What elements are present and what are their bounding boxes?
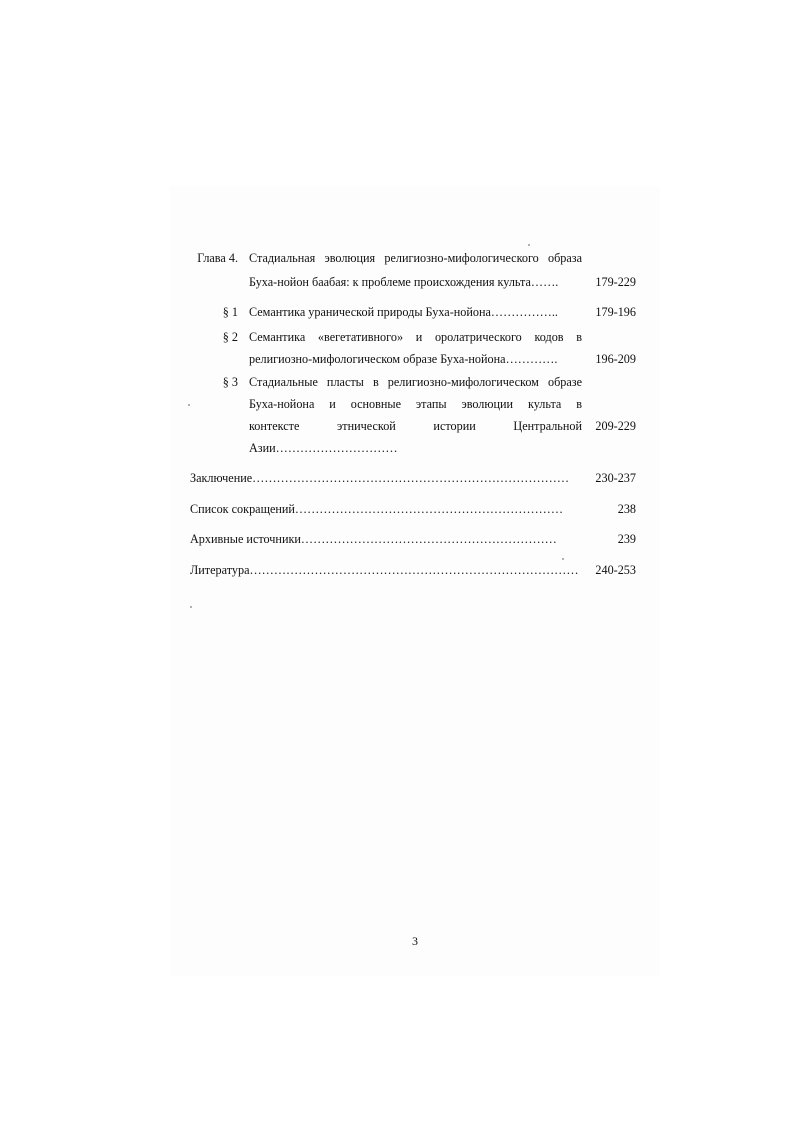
- section-3-label: § 3: [222, 375, 238, 389]
- section-3-title-line-3: контексте этнической истории Центральной: [249, 419, 582, 433]
- abbreviations-pages: 238: [617, 502, 636, 516]
- scan-speck: [188, 404, 190, 406]
- literature-title: Литература………………………………………………………………………: [190, 563, 579, 577]
- section-3-title-line-1: Стадиальные пласты в религиозно-мифологическом образе: [249, 375, 582, 389]
- literature-pages: 240-253: [595, 563, 636, 577]
- conclusion-title: Заключение……………………………………………………………………: [190, 471, 570, 485]
- section-3-title-line-2: Буха-нойона и основные этапы эволюции культа в: [249, 397, 582, 411]
- section-2-label: § 2: [222, 330, 238, 344]
- section-2-pages: 196-209: [595, 352, 636, 366]
- section-2-title-line-1: Семантика «вегетативного» и оролатрического кодов в: [249, 330, 582, 344]
- scan-speck: [190, 606, 192, 608]
- section-2-title-line-2: религиозно-мифологическом образе Буха-нойона………….: [249, 352, 558, 366]
- chapter-pages: 179-229: [595, 275, 636, 289]
- chapter-title-line-2: Буха-нойон баабая: к проблеме происхождения культа…….: [249, 275, 559, 289]
- section-1-label: § 1: [222, 305, 238, 319]
- section-3-title-line-4: Азии…………………………: [249, 441, 398, 455]
- abbreviations-title: Список сокращений…………………………………………………………: [190, 502, 564, 516]
- document-page: [170, 186, 660, 976]
- table-of-contents: [170, 186, 660, 976]
- chapter-title-line-1: Стадиальная эволюция религиозно-мифологического образа: [249, 251, 582, 265]
- section-3-pages: 209-229: [595, 419, 636, 433]
- section-1-title: Семантика уранической природы Буха-нойона……………..: [249, 305, 558, 319]
- archival-sources-pages: 239: [617, 532, 636, 546]
- scan-speck: [562, 558, 564, 560]
- scan-speck: [528, 244, 530, 246]
- archival-sources-title: Архивные источники………………………………………………………: [190, 532, 557, 546]
- chapter-label: Глава 4.: [197, 251, 238, 265]
- page-number: 3: [412, 934, 418, 948]
- section-1-pages: 179-196: [595, 305, 636, 319]
- conclusion-pages: 230-237: [595, 471, 636, 485]
